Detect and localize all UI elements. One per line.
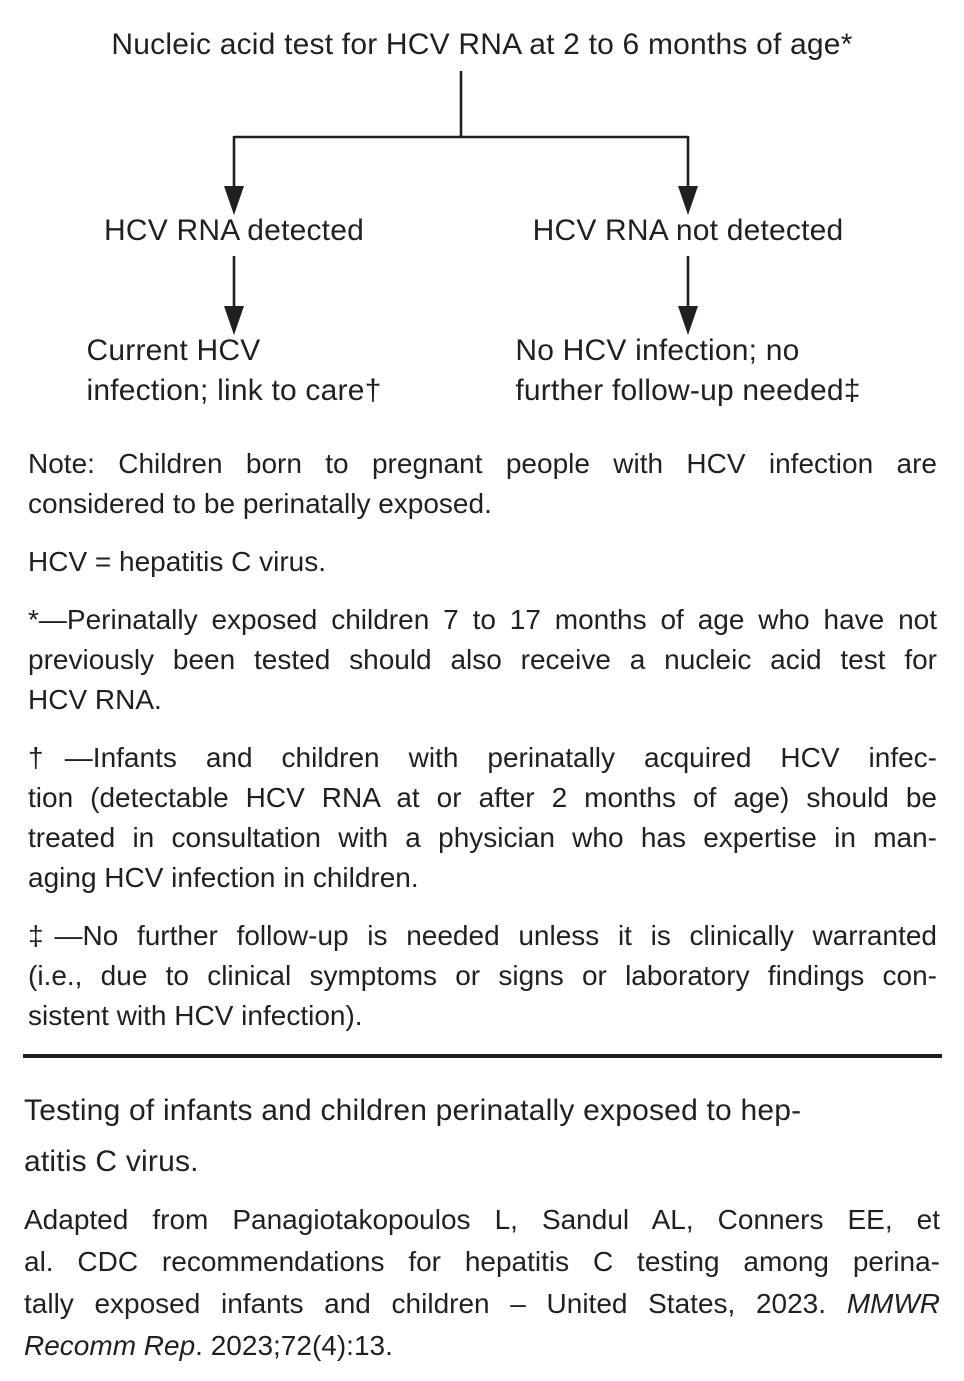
text-line (515, 371, 860, 411)
footnote-asterisk (28, 600, 937, 720)
note-paragraph (28, 444, 937, 524)
branch-left-outcome-label (87, 331, 382, 411)
text-line (24, 1085, 940, 1136)
text-line (28, 444, 937, 484)
branch-left-result-label: HCV RNA detected (104, 214, 364, 247)
text-line (28, 778, 937, 818)
text-line (28, 680, 937, 720)
text-line (24, 1136, 940, 1187)
text-segment: Note: Children born to pregnant people with HCV infection are (28, 448, 937, 479)
branch-right-outcome-label (515, 331, 860, 411)
text-line (515, 331, 860, 371)
text-segment: †—Infants and children with perinatally acquired HCV infec- (28, 742, 937, 773)
abbreviation-note (28, 542, 937, 582)
figure-attribution (0, 1187, 964, 1367)
text-line (28, 640, 937, 680)
text-line (87, 331, 382, 371)
text-segment: tion (detectable HCV RNA at or after 2 months of age) should be (28, 782, 937, 813)
footnotes-section (0, 420, 964, 1036)
text-segment: *—Perinatally exposed children 7 to 17 months of age who have not (28, 604, 937, 635)
text-segment: previously been tested should also receive a nucleic acid test for (28, 644, 937, 675)
text-segment: al. CDC recommendations for hepatitis C testing among perina- (24, 1246, 940, 1277)
text-line (28, 956, 937, 996)
text-segment: HCV = hepatitis C virus. (28, 546, 326, 577)
text-segment: further follow-up needed‡ (515, 374, 861, 407)
text-line (28, 916, 937, 956)
text-segment: atitis C virus. (24, 1145, 199, 1178)
text-segment: tally exposed infants and children – United States, 2023. (24, 1288, 847, 1319)
footnote-dagger (28, 738, 937, 898)
text-line (24, 1325, 940, 1367)
text-segment: aging HCV infection in children. (28, 862, 419, 893)
text-line (28, 484, 937, 524)
flowchart-root-label: Nucleic acid test for HCV RNA at 2 to 6 months of age* (111, 28, 853, 61)
text-line (28, 996, 937, 1036)
text-segment: HCV RNA. (28, 684, 162, 715)
text-line (28, 858, 937, 898)
text-segment: sistent with HCV infection). (28, 1000, 363, 1031)
text-segment: No HCV infection; no (515, 334, 800, 367)
branch-right-result-label: HCV RNA not detected (532, 214, 844, 247)
text-segment: Adapted from Panagiotakopoulos L, Sandul AL, Conners EE, et (24, 1204, 940, 1235)
text-line (28, 818, 937, 858)
text-line (24, 1241, 940, 1283)
text-segment: considered to be perinatally exposed. (28, 488, 492, 519)
text-segment: Testing of infants and children perinatally exposed to hep- (24, 1094, 802, 1127)
flowchart (0, 0, 964, 420)
text-segment: ‡—No further follow-up is needed unless it is clinically warranted (28, 920, 937, 951)
text-line (28, 600, 937, 640)
text-line (28, 542, 937, 582)
figure-caption (0, 1058, 964, 1187)
text-segment: . 2023;72(4):13. (195, 1330, 393, 1361)
italic-text-segment: Recomm Rep (24, 1330, 196, 1361)
text-segment: (i.e., due to clinical symptoms or signs or laboratory findings con- (28, 960, 937, 991)
text-line (28, 738, 937, 778)
text-line (24, 1283, 940, 1325)
text-line (87, 371, 382, 411)
text-line (24, 1199, 940, 1241)
italic-text-segment: MMWR (846, 1288, 940, 1319)
text-segment: Current HCV (86, 334, 261, 367)
footnote-double-dagger (28, 916, 937, 1036)
text-segment: treated in consultation with a physician who has expertise in man- (28, 822, 937, 853)
text-segment: infection; link to care† (86, 374, 382, 407)
